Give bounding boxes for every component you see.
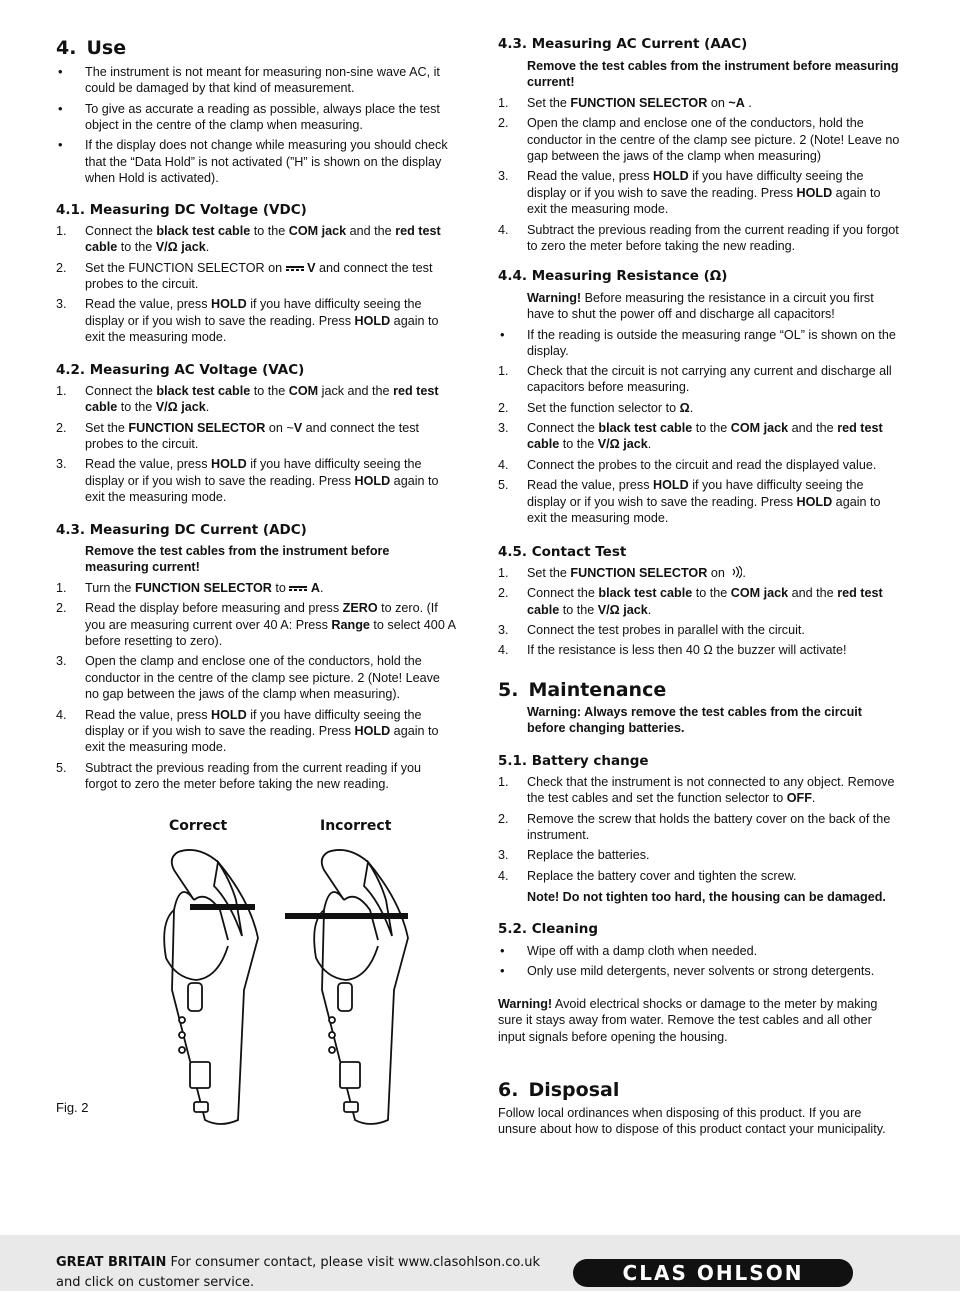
list-item: 2. Set the function selector to Ω. bbox=[498, 400, 694, 415]
list-item: • The instrument is not meant for measuring non-sine wave AC, it could be damaged by that kind of measurement. bbox=[58, 64, 440, 96]
list-item: 4. Subtract the previous reading from the current reading if you forgot to zero the meter before taking the new reading. bbox=[498, 222, 899, 253]
list-item: 2. Set the FUNCTION SELECTOR on V and connect the test probes to the circuit. bbox=[56, 260, 433, 292]
list-item: 3. Open the clamp and enclose one of the conductors, hold the conductor in the centre of the clamp see picture. 2 (Note! Leave no gap between the jaws of the clamp when measuring). bbox=[56, 654, 440, 702]
list-item: 1. Connect the black test cable to the COM jack and the red test cable to the V/Ω jack. bbox=[56, 384, 439, 415]
section-4-4-steps bbox=[498, 363, 900, 530]
list-item: 2. Read the display before measuring and press ZERO to zero. (If you are measuring current over 40 A: Press Range to select 400 A before resetting to zero). bbox=[56, 601, 456, 649]
list-item: 3. Replace the batteries. bbox=[498, 848, 650, 863]
clas-ohlson-logo: CLAS OHLSON bbox=[573, 1259, 853, 1287]
section-5-1-heading: 5.1. Battery change bbox=[498, 753, 649, 769]
figure-label-incorrect: Incorrect bbox=[320, 818, 392, 834]
clamp-meter-correct bbox=[164, 850, 258, 1124]
use-bullets bbox=[56, 64, 456, 191]
list-item: 3. Connect the test probes in parallel with the circuit. bbox=[498, 623, 805, 638]
section-disposal-heading: 6. Disposal bbox=[498, 1079, 620, 1101]
dc-symbol-icon bbox=[289, 585, 307, 592]
section-4-1-heading: 4.1. Measuring DC Voltage (VDC) bbox=[56, 202, 307, 218]
list-item: 5. Read the value, press HOLD if you have difficulty seeing the display or if you wish to save the reading. Press HOLD again to exit the measuring mode. bbox=[498, 478, 881, 525]
list-item: 2. Connect the black test cable to the COM jack and the red test cable to the V/Ω jack. bbox=[498, 586, 883, 617]
list-item: 2. Remove the screw that holds the battery cover on the back of the instrument. bbox=[498, 811, 891, 843]
note-text: Note! Do not tighten too hard, the housing can be damaged. bbox=[527, 890, 886, 904]
section-4-3-ac-heading: 4.3. Measuring AC Current (AAC) bbox=[498, 36, 748, 52]
section-4-3-ac-steps bbox=[498, 95, 900, 258]
list-item: • Only use mild detergents, never solvents or strong detergents. bbox=[500, 963, 875, 979]
list-item: 1. Connect the black test cable to the COM jack and the red test cable to the V/Ω jack. bbox=[56, 224, 441, 255]
section-4-3-dc-steps bbox=[56, 580, 456, 796]
clamp-meter-figure bbox=[110, 840, 440, 1140]
list-item: • If the reading is outside the measuring range “OL” is shown on the display. bbox=[500, 327, 896, 359]
list-item: 5. Subtract the previous reading from the current reading if you forgot to zero the meter before taking the new reading. bbox=[56, 760, 422, 791]
section-4-1-steps bbox=[56, 223, 456, 350]
list-item: • To give as accurate a reading as possible, always place the test object in the centre of the clamp when measuring. bbox=[58, 100, 440, 133]
list-item: 1. Turn the FUNCTION SELECTOR to A. bbox=[56, 581, 324, 595]
list-item: • If the display does not change while measuring you should check that the “Data Hold” is not activated (”H” is shown on the display when Hold is activated). bbox=[58, 137, 448, 186]
section-4-4-heading: 4.4. Measuring Resistance (Ω) bbox=[498, 268, 728, 284]
list-item: 2. Set the FUNCTION SELECTOR on ~V and connect the test probes to the circuit. bbox=[56, 420, 420, 452]
figure-caption: Fig. 2 bbox=[56, 1100, 89, 1115]
figure-label-correct: Correct bbox=[169, 818, 228, 834]
disposal-text: Follow local ordinances when disposing of this product. If you are unsure about how to dispose of this product contact your municipality. bbox=[498, 1106, 886, 1137]
clamp-meter-incorrect bbox=[314, 850, 408, 1124]
warning-text: Remove the test cables from the instrument before measuring current! bbox=[527, 59, 899, 90]
list-item: 3. Connect the black test cable to the COM jack and the red test cable to the V/Ω jack. bbox=[498, 421, 883, 452]
section-5-1-steps bbox=[498, 774, 900, 888]
buzzer-icon bbox=[728, 566, 742, 578]
section-maintenance-heading: 5. Maintenance bbox=[498, 679, 667, 701]
list-item: • Wipe off with a damp cloth when needed. bbox=[500, 943, 758, 958]
list-item: 1. Check that the instrument is not connected to any object. Remove the test cables and set the function selector to OFF. bbox=[498, 775, 895, 806]
section-4-2-steps bbox=[56, 383, 456, 510]
list-item: 3. Read the value, press HOLD if you have difficulty seeing the display or if you wish to save the reading. Press HOLD again to exit the measuring mode. bbox=[56, 297, 439, 345]
list-item: 4. Read the value, press HOLD if you have difficulty seeing the display or if you wish to save the reading. Press HOLD again to exit the measuring mode. bbox=[56, 707, 439, 755]
list-item: 1. Check that the circuit is not carrying any current and discharge all capacitors before measuring. bbox=[498, 364, 892, 395]
section-4-4-bullets bbox=[498, 327, 900, 364]
section-4-3-dc-heading: 4.3. Measuring DC Current (ADC) bbox=[56, 522, 307, 538]
list-item: 3. Read the value, press HOLD if you have difficulty seeing the display or if you wish to save the reading. Press HOLD again to exit the measuring mode. bbox=[56, 457, 439, 505]
section-5-2-bullets bbox=[498, 943, 900, 984]
list-item: 4. Replace the battery cover and tighten the screw. bbox=[498, 868, 797, 883]
section-4-5-heading: 4.5. Contact Test bbox=[498, 544, 627, 560]
section-5-2-heading: 5.2. Cleaning bbox=[498, 921, 599, 937]
section-use-heading: 4. Use bbox=[56, 37, 127, 59]
warning-text: Warning: Always remove the test cables from the circuit before changing batteries. bbox=[527, 705, 862, 736]
warning-text: Warning! Avoid electrical shocks or damage to the meter by making sure it stays away from water. Remove the test cables and all other input signals before opening the housing. bbox=[498, 997, 878, 1044]
list-item: 1. Set the FUNCTION SELECTOR on ~A . bbox=[498, 96, 752, 110]
dc-symbol-icon bbox=[286, 265, 304, 272]
list-item: 1. Set the FUNCTION SELECTOR on . bbox=[498, 566, 746, 580]
list-item: 4. Connect the probes to the circuit and read the displayed value. bbox=[498, 457, 877, 472]
list-item: 4. If the resistance is less then 40 Ω the buzzer will activate! bbox=[498, 643, 847, 658]
list-item: 2. Open the clamp and enclose one of the conductors, hold the conductor in the centre of the clamp see picture. 2 (Note! Leave no gap between the jaws of the clamp when measuring) bbox=[498, 116, 900, 164]
warning-text: Warning! Before measuring the resistance in a circuit you first have to shut the power off and discharge all capacitors! bbox=[527, 291, 874, 322]
footer-contact: GREAT BRITAIN For consumer contact, please visit www.clasohlson.co.uk and click on customer service. bbox=[56, 1255, 541, 1291]
warning-text: Remove the test cables from the instrument before measuring current! bbox=[85, 544, 390, 575]
section-4-5-steps bbox=[498, 565, 900, 663]
section-4-2-heading: 4.2. Measuring AC Voltage (VAC) bbox=[56, 362, 305, 378]
list-item: 3. Read the value, press HOLD if you have difficulty seeing the display or if you wish to save the reading. Press HOLD again to exit the measuring mode. bbox=[498, 169, 881, 217]
